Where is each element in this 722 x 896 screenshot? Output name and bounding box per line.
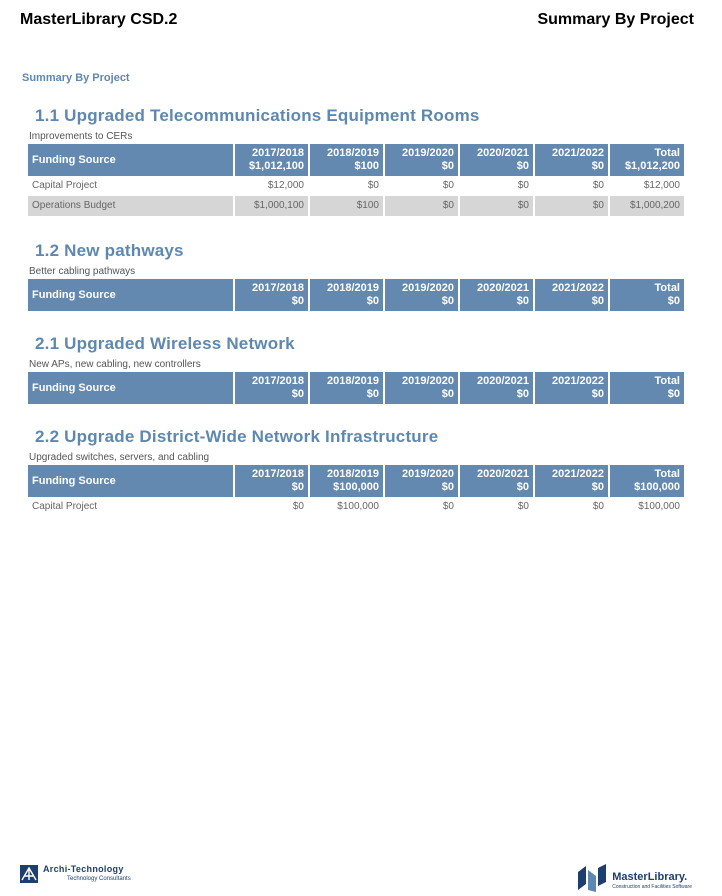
funding-source-header: Funding Source <box>28 144 234 176</box>
year-column-header <box>384 144 459 176</box>
year-column-header <box>309 465 384 497</box>
column-label: 2019/2020 <box>402 468 454 480</box>
project-section <box>28 426 684 517</box>
project-title: 1.2 New pathways <box>35 241 184 260</box>
column-label: Total <box>654 375 680 387</box>
total-column-header <box>609 279 684 311</box>
table-header-row <box>28 372 684 404</box>
table-row <box>28 176 684 196</box>
column-label: 2019/2020 <box>402 282 454 294</box>
project-section <box>28 240 684 311</box>
year-column-header <box>534 279 609 311</box>
column-total: $0 <box>591 481 604 493</box>
year-column-header <box>459 144 534 176</box>
column-total: $0 <box>591 295 604 307</box>
amount-cell: $1,000,100 <box>234 196 309 216</box>
funding-source-cell: Capital Project <box>32 501 98 512</box>
column-total: $0 <box>516 295 529 307</box>
year-column-header <box>234 279 309 311</box>
column-total: $0 <box>591 388 604 400</box>
column-total: $0 <box>291 295 304 307</box>
archi-technology-tagline: Technology Consultants <box>67 876 131 882</box>
year-column-header <box>234 372 309 404</box>
archi-technology-icon <box>20 865 38 883</box>
funding-table <box>28 144 684 216</box>
funding-table <box>28 465 684 517</box>
total-column-header <box>609 144 684 176</box>
funding-source-header: Funding Source <box>28 372 234 404</box>
column-label: 2020/2021 <box>477 375 529 387</box>
masterlibrary-name: MasterLibrary. <box>612 871 688 883</box>
total-cell: $12,000 <box>609 176 684 196</box>
masterlibrary-tagline: Construction and Facilities Software <box>612 884 692 890</box>
total-cell: $100,000 <box>609 497 684 517</box>
amount-cell: $0 <box>384 176 459 196</box>
year-column-header <box>534 144 609 176</box>
section-label: Summary By Project <box>22 72 130 84</box>
funding-source-cell: Capital Project <box>32 180 98 191</box>
year-column-header <box>459 279 534 311</box>
total-column-header <box>609 465 684 497</box>
column-total: $0 <box>441 295 454 307</box>
project-title: 2.2 Upgrade District-Wide Network Infrastructure <box>35 427 439 446</box>
funding-source-header: Funding Source <box>28 279 234 311</box>
amount-cell: $0 <box>534 497 609 517</box>
column-total: $0 <box>516 481 529 493</box>
column-total: $100,000 <box>333 481 379 493</box>
amount-cell: $0 <box>534 176 609 196</box>
year-column-header <box>309 279 384 311</box>
amount-cell: $0 <box>534 196 609 216</box>
column-label: Total <box>654 147 680 159</box>
column-label: 2018/2019 <box>327 375 379 387</box>
project-title: 2.1 Upgraded Wireless Network <box>35 334 295 353</box>
funding-table <box>28 279 684 311</box>
column-total: $0 <box>441 160 454 172</box>
column-total: $100,000 <box>634 481 680 493</box>
table-row <box>28 196 684 216</box>
amount-cell: $100,000 <box>309 497 384 517</box>
funding-source-header: Funding Source <box>28 465 234 497</box>
project-description: Better cabling pathways <box>29 266 136 277</box>
document-title: MasterLibrary CSD.2 <box>20 11 178 28</box>
table-header-row <box>28 144 684 176</box>
archi-technology-name: Archi-Technology <box>43 864 124 874</box>
year-column-header <box>384 279 459 311</box>
project-section <box>28 333 684 404</box>
column-label: 2018/2019 <box>327 468 379 480</box>
amount-cell: $0 <box>234 497 309 517</box>
total-cell: $1,000,200 <box>609 196 684 216</box>
column-total: $0 <box>366 388 379 400</box>
column-label: 2020/2021 <box>477 468 529 480</box>
column-label: 2018/2019 <box>327 282 379 294</box>
column-total: $0 <box>667 388 680 400</box>
column-total: $0 <box>591 160 604 172</box>
page-header <box>20 9 694 31</box>
column-total: $0 <box>516 388 529 400</box>
year-column-header <box>234 144 309 176</box>
year-column-header <box>384 465 459 497</box>
amount-cell: $0 <box>384 196 459 216</box>
column-label: 2017/2018 <box>252 147 304 159</box>
year-column-header <box>534 372 609 404</box>
column-label: 2020/2021 <box>477 147 529 159</box>
table-header-row <box>28 279 684 311</box>
column-total: $0 <box>366 295 379 307</box>
year-column-header <box>309 372 384 404</box>
column-total: $0 <box>291 388 304 400</box>
column-total: $0 <box>291 481 304 493</box>
masterlibrary-icon <box>576 862 610 892</box>
column-label: 2018/2019 <box>327 147 379 159</box>
year-column-header <box>309 144 384 176</box>
year-column-header <box>534 465 609 497</box>
funding-source-cell: Operations Budget <box>28 196 234 216</box>
column-total: $0 <box>441 481 454 493</box>
report-title: Summary By Project <box>537 11 694 28</box>
project-description: Improvements to CERs <box>29 131 133 142</box>
funding-table <box>28 372 684 404</box>
amount-cell: $0 <box>459 176 534 196</box>
column-label: 2017/2018 <box>252 282 304 294</box>
column-label: 2021/2022 <box>552 375 604 387</box>
column-label: 2019/2020 <box>402 375 454 387</box>
column-label: 2017/2018 <box>252 375 304 387</box>
column-total: $1,012,200 <box>624 160 680 172</box>
amount-cell: $0 <box>384 497 459 517</box>
column-total: $0 <box>516 160 529 172</box>
column-label: 2021/2022 <box>552 282 604 294</box>
amount-cell: $0 <box>309 176 384 196</box>
column-total: $0 <box>667 295 680 307</box>
column-label: 2017/2018 <box>252 468 304 480</box>
project-section <box>28 105 684 216</box>
project-description: Upgraded switches, servers, and cabling <box>29 452 210 463</box>
year-column-header <box>459 372 534 404</box>
column-total: $1,012,100 <box>248 160 304 172</box>
column-label: 2020/2021 <box>477 282 529 294</box>
amount-cell: $12,000 <box>234 176 309 196</box>
masterlibrary-logo <box>576 862 692 892</box>
total-column-header <box>609 372 684 404</box>
year-column-header <box>384 372 459 404</box>
column-label: 2021/2022 <box>552 468 604 480</box>
table-header-row <box>28 465 684 497</box>
project-description: New APs, new cabling, new controllers <box>29 359 201 370</box>
column-label: Total <box>654 468 680 480</box>
column-label: 2021/2022 <box>552 147 604 159</box>
column-total: $0 <box>441 388 454 400</box>
archi-technology-logo <box>20 864 131 884</box>
year-column-header <box>459 465 534 497</box>
column-label: 2019/2020 <box>402 147 454 159</box>
project-title: 1.1 Upgraded Telecommunications Equipment Rooms <box>35 106 480 125</box>
amount-cell: $0 <box>459 497 534 517</box>
amount-cell: $100 <box>309 196 384 216</box>
column-label: Total <box>654 282 680 294</box>
year-column-header <box>234 465 309 497</box>
column-total: $100 <box>354 160 379 172</box>
table-row <box>28 497 684 517</box>
amount-cell: $0 <box>459 196 534 216</box>
